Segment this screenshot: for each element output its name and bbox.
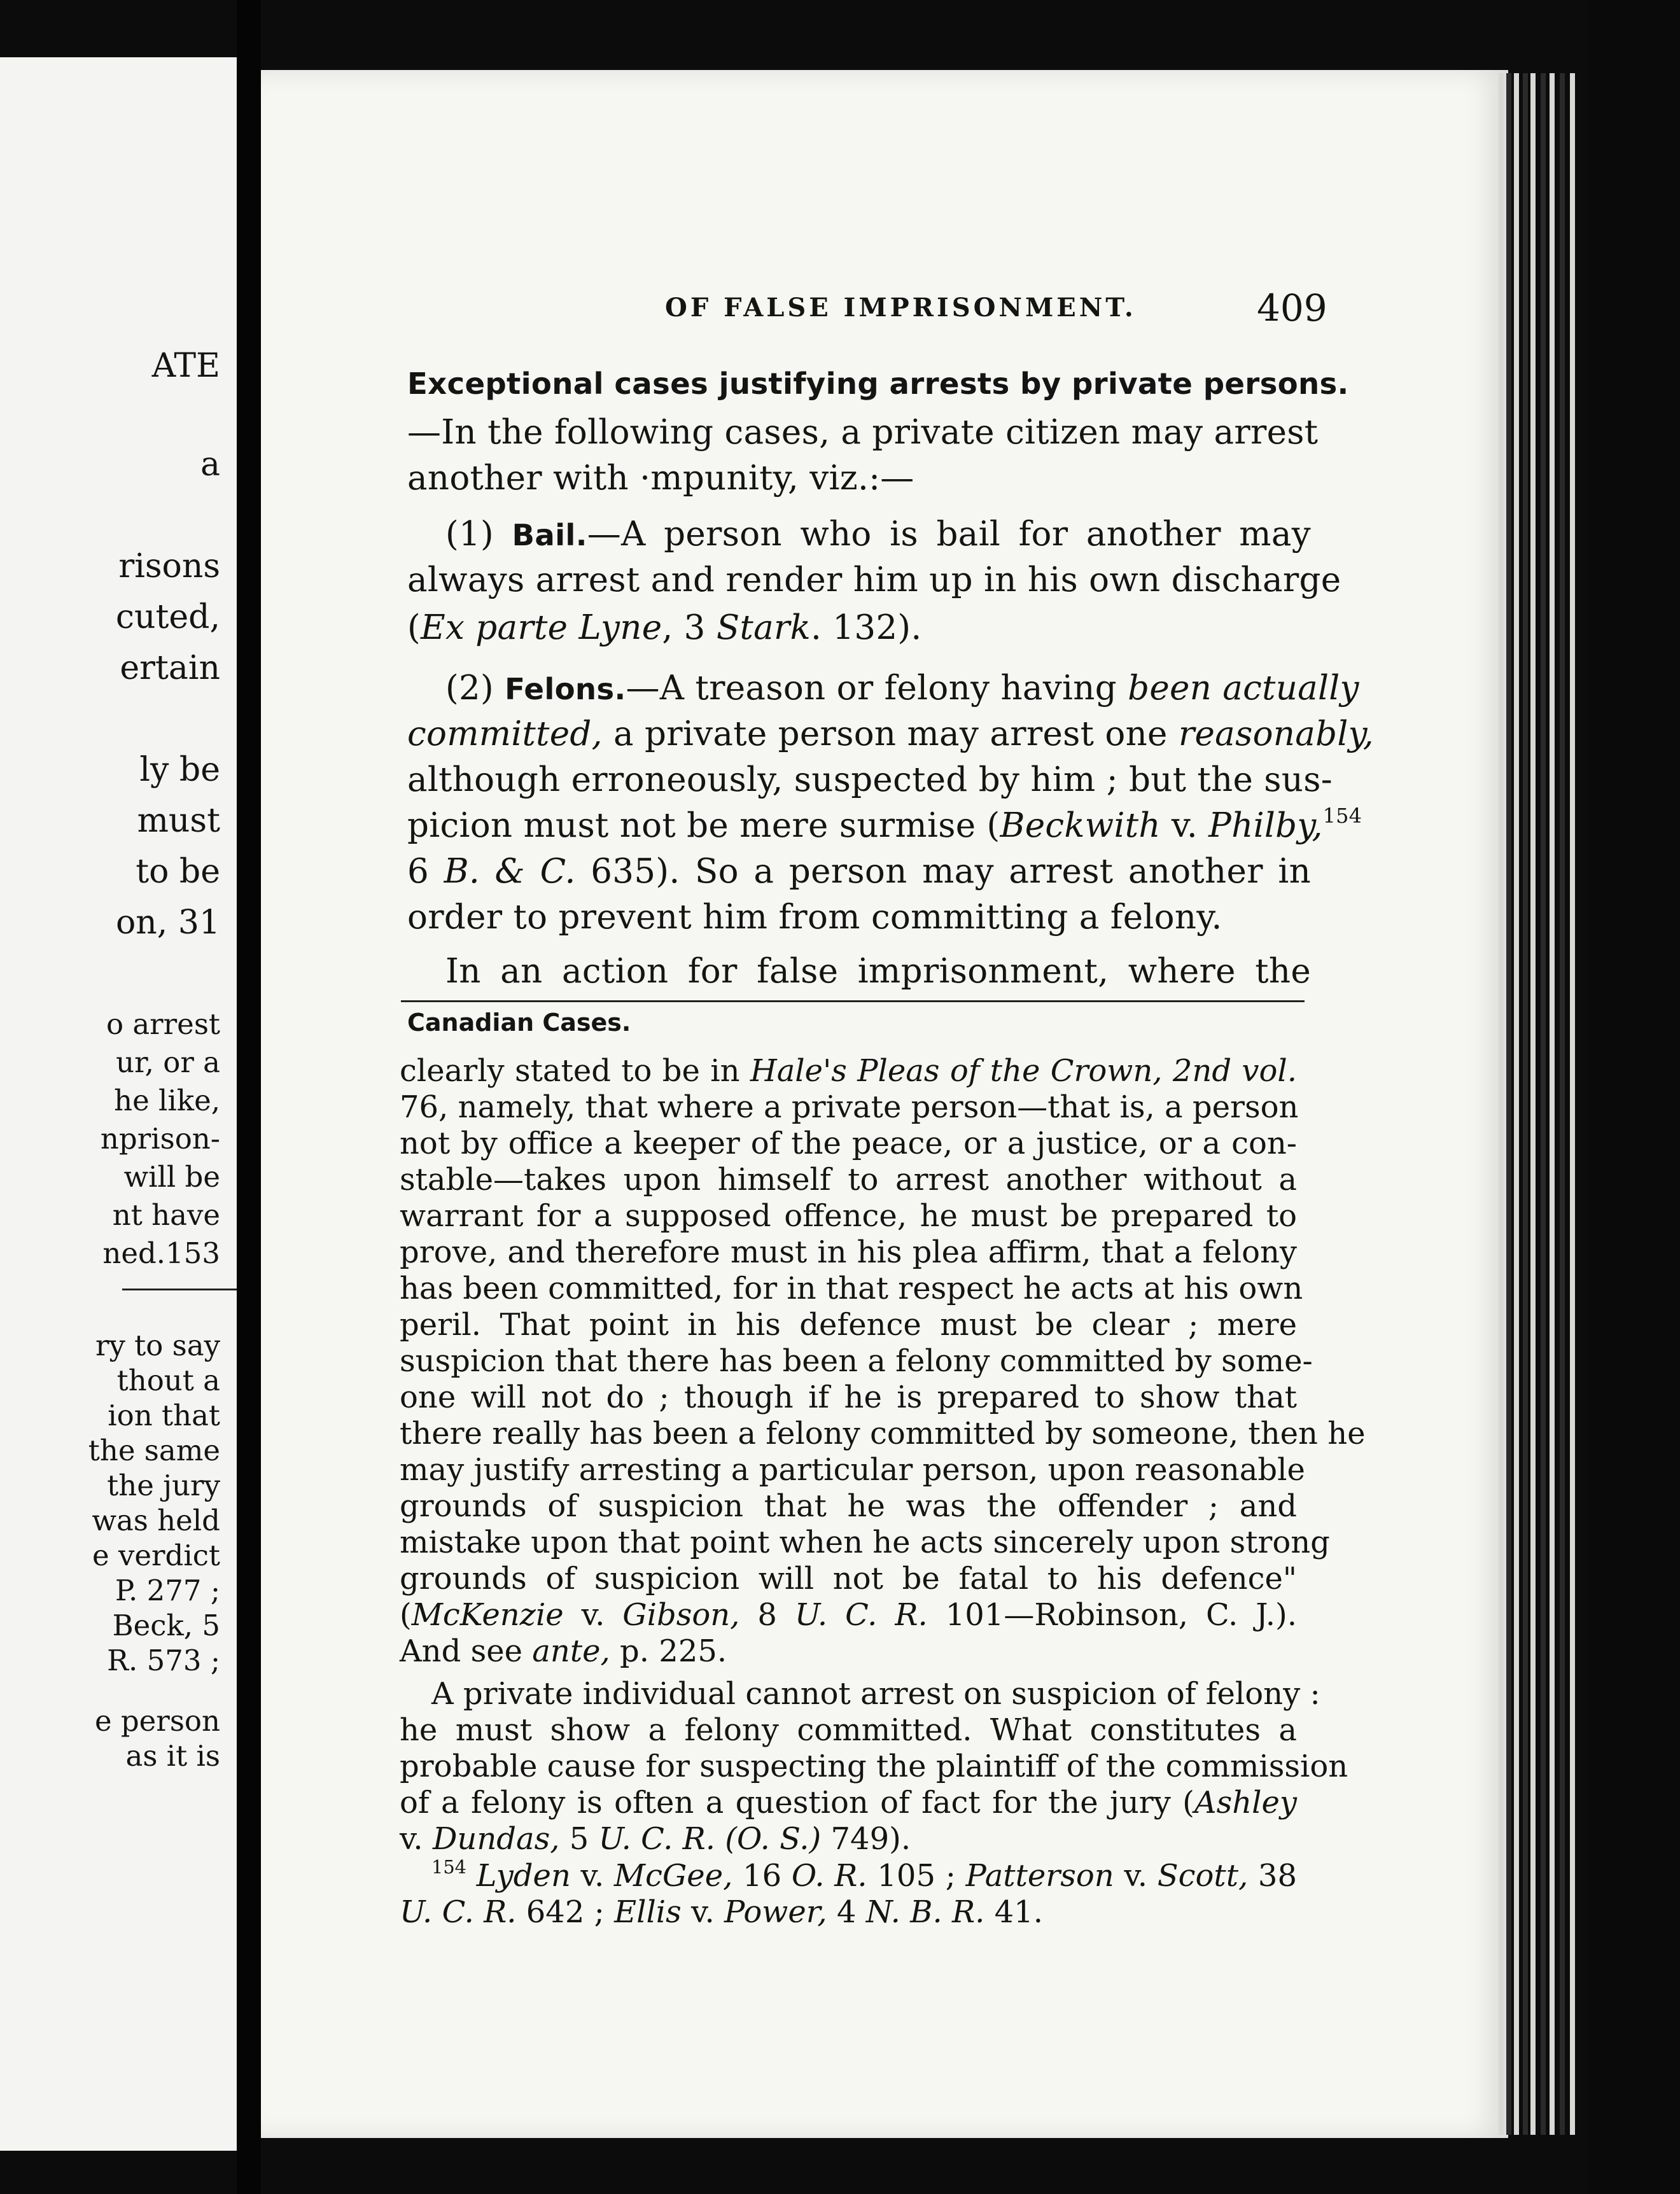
body-text: a private person may arrest one <box>613 715 1168 753</box>
felons-heading: Felons. <box>505 672 626 706</box>
footnote-line: he must show a felony committed. What constitutes a <box>400 1712 1297 1748</box>
left-page-line: R. 573 ; <box>107 1644 220 1677</box>
footnote-line <box>400 1821 1297 1857</box>
footnote-text: 41. <box>984 1894 1043 1930</box>
italic-text: been actually <box>1128 669 1359 708</box>
heading-text: Exceptional cases justifying arrests by private persons. <box>407 367 1349 401</box>
footnote-line: A private individual cannot arrest on suspicion of felony : <box>431 1676 1320 1712</box>
body-line: order to prevent him from committing a felony. <box>407 898 1222 937</box>
footnote-line: warrant for a supposed offence, he must be prepared to <box>400 1198 1297 1234</box>
case-name: Gibson, <box>622 1597 740 1633</box>
left-page-line: a <box>200 445 220 484</box>
left-page-line: was held <box>92 1504 220 1537</box>
footnote-line: probable cause for suspecting the plaintiff of the commission <box>400 1749 1348 1784</box>
left-page-line: he like, <box>114 1084 220 1117</box>
page-edges <box>1499 73 1588 2135</box>
footnote-text: 749). <box>821 1821 911 1857</box>
report-name: U. C. R. (O. S.) <box>598 1821 822 1857</box>
footnote-line <box>400 1053 1297 1089</box>
case-name: Lyden <box>476 1858 571 1894</box>
case-name: Patterson <box>965 1858 1114 1894</box>
item-number: (1) <box>445 515 494 554</box>
footnote-line: has been committed, for in that respect he acts at his own <box>400 1271 1303 1306</box>
footnote-text: 105 ; <box>867 1858 966 1894</box>
left-page-line: nt have <box>112 1198 220 1232</box>
left-page-line: nprison- <box>100 1122 220 1156</box>
bail-heading: Bail. <box>512 518 587 552</box>
left-page-line: cuted, <box>115 598 220 636</box>
footnote-line: grounds of suspicion that he was the offender ; and <box>400 1488 1297 1524</box>
footnote-text: 642 ; <box>516 1894 615 1930</box>
body-text: , 3 <box>662 608 717 647</box>
footnote-line: 76, namely, that where a private person—that is, a person <box>400 1089 1299 1125</box>
citation-line <box>407 608 1311 648</box>
footnote-text: ( <box>400 1597 412 1633</box>
italic-text: reasonably, <box>1178 715 1374 753</box>
footnote-line: not by office a keeper of the peace, or a justice, or a con- <box>400 1126 1297 1161</box>
report-name: U. C. R. <box>794 1597 928 1633</box>
body-line <box>407 851 1311 892</box>
body-line: —In the following cases, a private citizen may arrest <box>407 413 1319 452</box>
footnote-line: there really has been a felony committed by someone, then he <box>400 1416 1366 1451</box>
left-page-line: ry to say <box>95 1329 220 1362</box>
left-page-line: ned.153 <box>102 1236 220 1270</box>
footnote-line: may justify arresting a particular person, upon reasonable <box>400 1452 1305 1488</box>
footnote-text: v. <box>570 1858 614 1894</box>
footnote-text: clearly stated to be in <box>400 1053 740 1089</box>
case-name: Power, <box>724 1894 827 1930</box>
case-name: McGee, <box>613 1858 733 1894</box>
footnote-text: 8 <box>739 1597 795 1633</box>
footnote-line: one will not do ; though if he is prepared to show that <box>400 1380 1297 1415</box>
left-page-line: e verdict <box>92 1539 220 1572</box>
footnote-number: 154 <box>431 1855 466 1878</box>
footnote-line: suspicion that there has been a felony committed by some- <box>400 1343 1313 1379</box>
body-text: —A treason or felony having <box>626 669 1117 708</box>
bail-paragraph-line <box>407 514 1311 555</box>
footnote-text: 101—Robinson, C. J.). <box>927 1597 1298 1633</box>
italic-text: ante, <box>532 1633 610 1669</box>
left-page-line: ur, or a <box>116 1045 220 1079</box>
left-page-line: must <box>137 802 220 840</box>
left-page-line: ion that <box>108 1399 220 1432</box>
case-name: Philby, <box>1208 806 1323 845</box>
left-page-line: will be <box>123 1160 220 1194</box>
footnote-text: And see <box>400 1633 523 1669</box>
footnote-line: stable—takes upon himself to arrest another without a <box>400 1162 1297 1198</box>
report-name: B. & C. <box>444 852 576 891</box>
book-gutter <box>237 0 261 2194</box>
left-footnote-rule <box>122 1289 237 1290</box>
footnote-line <box>400 1785 1297 1820</box>
left-page-line: ATE <box>151 347 220 385</box>
item-number: (2) <box>445 669 494 708</box>
felons-paragraph-line <box>407 668 1359 709</box>
left-page-line: thout a <box>116 1364 220 1397</box>
body-text: ( <box>407 608 421 647</box>
left-page-line: ertain <box>120 649 220 687</box>
footnote-text: 16 <box>732 1858 792 1894</box>
footnote-154-line <box>400 1894 1297 1930</box>
left-page-line: to be <box>136 853 220 891</box>
footnote-line: prove, and therefore must in his plea affirm, that a felony <box>400 1234 1297 1270</box>
book-cover-edge <box>1588 0 1680 2194</box>
left-page-line: P. 277 ; <box>115 1574 220 1607</box>
running-head: OF FALSE IMPRISONMENT. <box>665 293 1137 323</box>
italic-text: committed, <box>407 715 603 753</box>
canadian-cases-heading: Canadian Cases. <box>407 1009 631 1037</box>
section-heading <box>407 363 1349 404</box>
left-page-line: Beck, 5 <box>112 1609 220 1642</box>
previous-page-fragment <box>0 57 237 2151</box>
footnote-line <box>400 1597 1297 1633</box>
case-name: Beckwith <box>1000 806 1161 845</box>
body-text: v. <box>1160 806 1209 845</box>
body-line: although erroneously, suspected by him ; but the sus- <box>407 760 1333 799</box>
report-name: U. C. R. <box>400 1894 517 1930</box>
footnote-text: 38 <box>1248 1858 1297 1894</box>
italic-text: Hale's Pleas of the Crown, 2nd vol. <box>750 1053 1298 1089</box>
footnote-rule <box>401 1000 1305 1002</box>
footnote-text: 5 <box>559 1821 599 1857</box>
left-page-line: o arrest <box>106 1007 220 1041</box>
left-page-line: as it is <box>125 1739 220 1773</box>
footnote-text: v. <box>400 1821 433 1857</box>
report-name: Stark <box>716 608 811 647</box>
body-text: . 132). <box>811 608 922 647</box>
left-page-line: e person <box>94 1704 220 1738</box>
page-number: 409 <box>1257 286 1327 330</box>
footnote-marker: 154 <box>1322 804 1362 828</box>
body-line <box>407 714 1374 755</box>
report-name: O. R. <box>791 1858 867 1894</box>
footnote-line: peril. That point in his defence must be clear ; mere <box>400 1307 1297 1343</box>
left-page-line: the same <box>88 1434 220 1467</box>
body-text: 635). So a person may arrest another in <box>575 852 1312 891</box>
report-name: N. B. R. <box>865 1894 985 1930</box>
case-name: Scott, <box>1157 1858 1249 1894</box>
left-page-line: risons <box>118 547 220 585</box>
left-page-line: ly be <box>139 751 220 789</box>
body-text: —A person who is bail for another may <box>587 515 1312 554</box>
body-line: another with ·mpunity, viz.:— <box>407 459 914 498</box>
footnote-text: p. 225. <box>620 1633 727 1669</box>
body-line: always arrest and render him up in his own discharge <box>407 561 1341 599</box>
footnote-line: grounds of suspicion will not be fatal to his defence" <box>400 1561 1297 1597</box>
case-name: Ashley <box>1194 1785 1297 1820</box>
case-name: McKenzie <box>411 1597 564 1633</box>
footnote-text: v. <box>681 1894 724 1930</box>
footnote-line: mistake upon that point when he acts sincerely upon strong <box>400 1525 1330 1560</box>
body-line: In an action for false imprisonment, where the <box>445 952 1311 991</box>
left-page-line: on, 31 <box>115 904 220 942</box>
footnote-text: 4 <box>827 1894 866 1930</box>
case-name: Ex parte Lyne <box>420 608 662 647</box>
footnote-text: of a felony is often a question of fact for the jury ( <box>400 1785 1194 1820</box>
footnote-text: v. <box>1114 1858 1158 1894</box>
left-page-line: the jury <box>107 1469 220 1502</box>
body-line <box>407 804 1362 846</box>
case-name: Dundas, <box>432 1821 560 1857</box>
footnote-154 <box>400 1855 1297 1894</box>
body-text: 6 <box>407 852 444 891</box>
body-text: picion must not be mere surmise ( <box>407 806 1000 845</box>
case-name: Ellis <box>614 1894 682 1930</box>
footnote-line <box>400 1633 1297 1669</box>
footnote-text: v. <box>563 1597 623 1633</box>
